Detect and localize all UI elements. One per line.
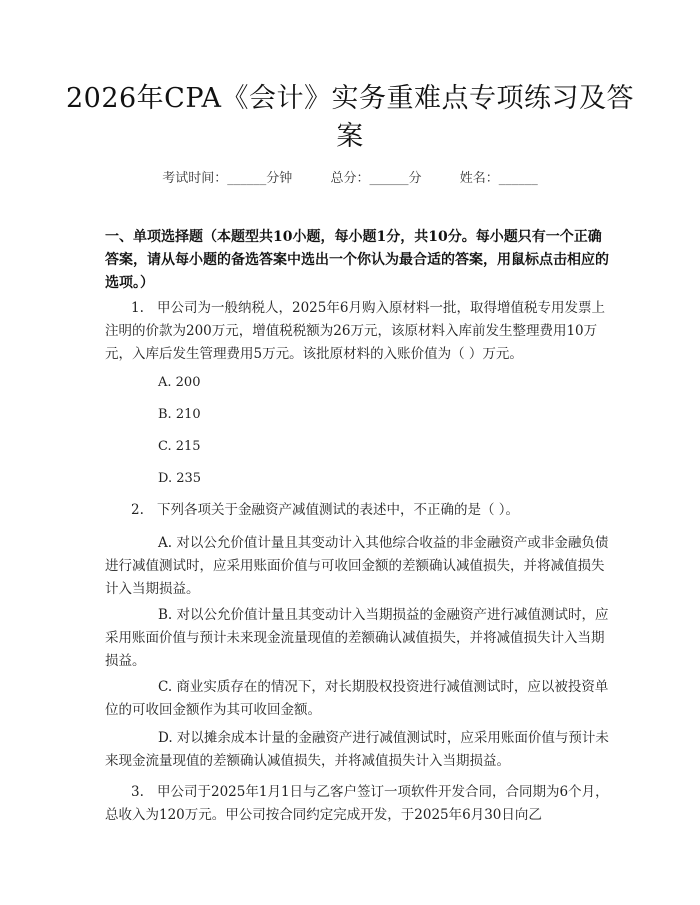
question-2-option-b[interactable]: B. 对以公允价值计量且其变动计入当期损益的金融资产进行减值测试时，应采用账面价值与预计未来现金流量现值的差额确认减值损失，并将减值损失计入当期损益。 xyxy=(105,607,609,669)
page-title: 2026年CPA《会计》实务重难点专项练习及答案 xyxy=(65,83,635,152)
question-number: 2. xyxy=(131,502,144,518)
section-heading: 一、单项选择题（本题型共10小题，每小题1分，共10分。每小题只有一个正确答案，请从每小题的备选答案中选出一个你认为最合适的答案，用鼠标点击相应的选项。） xyxy=(105,229,609,291)
question-1-option-b[interactable]: B. 210 xyxy=(158,407,201,422)
question-text: 下列各项关于金融资产减值测试的表述中，不正确的是（ ）。 xyxy=(157,502,520,518)
question-2-option-c[interactable]: C. 商业实质存在的情况下，对长期股权投资进行减值测试时，应以被投资单位的可收回金额作为其可收回金额。 xyxy=(105,679,609,718)
question-1-option-d[interactable]: D. 235 xyxy=(158,471,202,486)
total-score-field: 总分：______分 xyxy=(330,171,422,186)
question-number: 3. xyxy=(131,784,144,800)
exam-time-field: 考试时间：______分钟 xyxy=(162,171,293,186)
question-1-option-a[interactable]: A. 200 xyxy=(158,375,201,390)
question-2-option-d[interactable]: D. 对以摊余成本计量的金融资产进行减值测试时，应采用账面价值与预计未来现金流量现值的差额确认减值损失，并将减值损失计入当期损益。 xyxy=(105,730,609,769)
question-text: 甲公司为一般纳税人，2025年6月购入原材料一批，取得增值税专用发票上注明的价款为200万元，增值税税额为26万元，该原材料入库前发生整理费用10万元，入库后发生管理费用5万元。该批原材料的入账价值为（ ）万元。 xyxy=(105,300,605,362)
question-text: 甲公司于2025年1月1日与乙客户签订一项软件开发合同，合同期为6个月，总收入为120万元。甲公司按合同约定完成开发，于2025年6月30日向乙 xyxy=(105,784,609,823)
name-field: 姓名：______ xyxy=(459,171,538,186)
question-1 xyxy=(105,297,610,366)
question-number: 1. xyxy=(131,300,144,316)
question-2-option-a[interactable]: A. 对以公允价值计量且其变动计入其他综合收益的非金融资产或非金融负债进行减值测试时，应采用账面价值与可收回金额的差额确认减值损失，并将减值损失计入当期损益。 xyxy=(105,535,609,597)
question-2 xyxy=(105,499,610,522)
question-3 xyxy=(105,781,610,827)
exam-meta xyxy=(0,167,700,186)
question-1-option-c[interactable]: C. 215 xyxy=(158,439,201,454)
